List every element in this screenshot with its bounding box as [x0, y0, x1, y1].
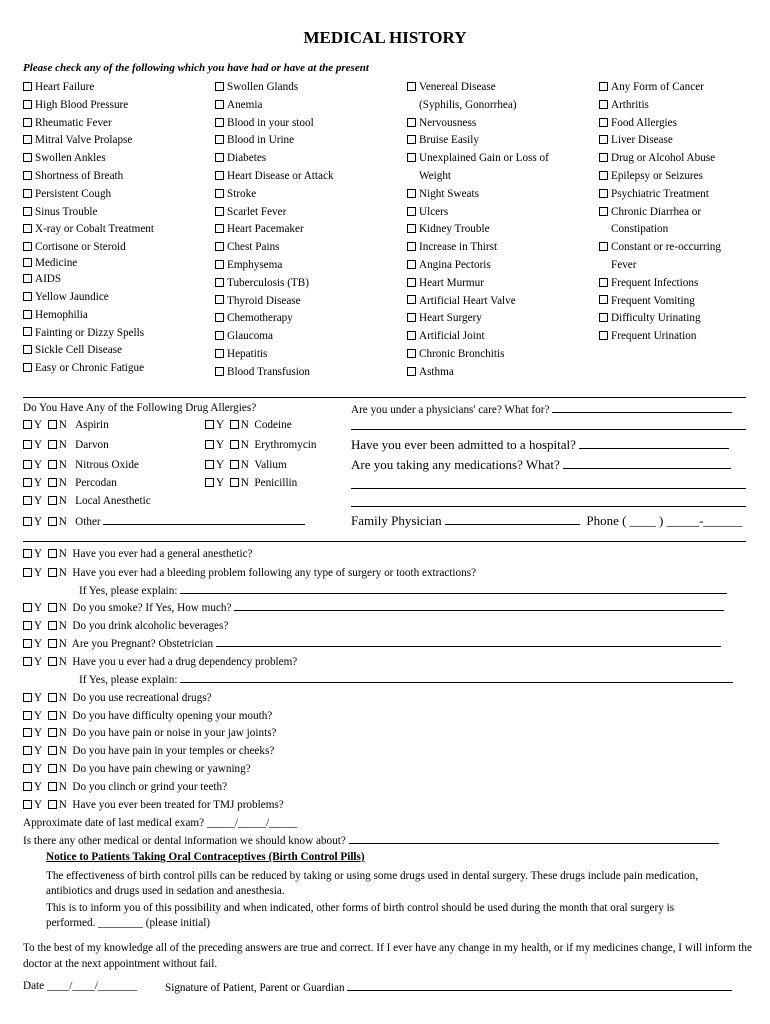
condition-continuation: Weight: [419, 169, 452, 182]
checkbox[interactable]: [407, 82, 416, 91]
yes-checkbox[interactable]: [23, 764, 32, 773]
hospital-question: Have you ever been admitted to a hospital?: [351, 437, 729, 453]
condition-item[interactable]: Swollen Glands: [215, 79, 334, 97]
checkbox[interactable]: [599, 331, 608, 340]
checkbox[interactable]: [23, 258, 32, 267]
smoke-amount-field[interactable]: [234, 600, 724, 611]
allergy-row: Y N Other: [23, 514, 305, 528]
checkbox[interactable]: [407, 242, 416, 251]
condition-item[interactable]: Increase in Thirst: [407, 239, 549, 257]
explain-row: If Yes, please explain:: [79, 582, 727, 600]
explain-field[interactable]: [180, 583, 727, 594]
question-row: Y N Do you use recreational drugs?: [23, 689, 212, 707]
physician-care-field[interactable]: [552, 402, 732, 413]
checkbox[interactable]: [215, 118, 224, 127]
family-physician-field[interactable]: [445, 514, 580, 525]
checkbox[interactable]: [23, 363, 32, 372]
other-info-row: Is there any other medical or dental information we should know about?: [23, 832, 719, 850]
no-checkbox[interactable]: [48, 800, 57, 809]
allergy-row: Y N Percodan: [23, 477, 117, 489]
medications-line[interactable]: [351, 478, 746, 492]
condition-item[interactable]: Arthritis: [599, 97, 721, 115]
condition-item[interactable]: Frequent Infections: [599, 275, 721, 293]
no-checkbox[interactable]: [48, 460, 57, 469]
checkbox[interactable]: [599, 242, 608, 251]
divider: [23, 397, 746, 398]
condition-item[interactable]: Chest Pains: [215, 239, 334, 257]
checkbox[interactable]: [215, 100, 224, 109]
yes-checkbox[interactable]: [23, 693, 32, 702]
condition-item[interactable]: Anemia: [215, 97, 334, 115]
no-checkbox[interactable]: [48, 420, 57, 429]
yes-checkbox[interactable]: [205, 460, 214, 469]
condition-item[interactable]: Food Allergies: [599, 115, 721, 133]
condition-item[interactable]: Diabetes: [215, 150, 334, 168]
checkbox[interactable]: [215, 278, 224, 287]
yes-checkbox[interactable]: [23, 460, 32, 469]
yes-checkbox[interactable]: [23, 782, 32, 791]
condition-item[interactable]: Persistent Cough: [23, 186, 154, 204]
attestation-text: To the best of my knowledge all of the preceding answers are true and correct. If I ever have any change in my health, or if my medicines change, I will inform the doctor at the next appointment without fail.: [23, 942, 752, 970]
no-checkbox[interactable]: [48, 603, 57, 612]
physician-care-question: Are you under a physicians' care? What for?: [351, 402, 732, 416]
no-checkbox[interactable]: [48, 549, 57, 558]
checkbox[interactable]: [215, 82, 224, 91]
condition-item[interactable]: Constant or re-occurring: [599, 239, 721, 257]
checkbox[interactable]: [407, 189, 416, 198]
checkbox[interactable]: [23, 118, 32, 127]
family-physician-row: Family Physician Phone ( ____ ) _____-______: [351, 513, 743, 528]
checkbox[interactable]: [23, 327, 32, 336]
allergy-row: Y N Penicillin: [205, 477, 297, 489]
yes-checkbox[interactable]: [23, 496, 32, 505]
checkbox[interactable]: [215, 331, 224, 340]
checkbox[interactable]: [407, 207, 416, 216]
question-row: Y N Do you clinch or grind your teeth?: [23, 778, 227, 796]
phone-line[interactable]: ______: [703, 513, 743, 528]
allergy-row: Y N Darvon: [23, 439, 109, 451]
no-checkbox[interactable]: [48, 478, 57, 487]
checkbox[interactable]: [599, 118, 608, 127]
phone-prefix[interactable]: _____: [666, 513, 700, 528]
checkbox[interactable]: [215, 313, 224, 322]
yes-checkbox[interactable]: [205, 440, 214, 449]
no-checkbox[interactable]: [48, 440, 57, 449]
checkbox[interactable]: [599, 82, 608, 91]
condition-item[interactable]: Chemotherapy: [215, 310, 334, 328]
condition-item[interactable]: Ulcers: [407, 204, 549, 222]
question-row: Y N Have you ever been treated for TMJ problems?: [23, 796, 284, 814]
no-checkbox[interactable]: [48, 568, 57, 577]
condition-item[interactable]: Emphysema: [215, 257, 334, 275]
instructions: Please check any of the following which you have had or have at the present: [23, 62, 369, 74]
checkbox[interactable]: [599, 207, 608, 216]
checkbox[interactable]: [407, 313, 416, 322]
condition-item[interactable]: Angina Pectoris: [407, 257, 549, 275]
checkbox[interactable]: [599, 313, 608, 322]
notice-paragraph-1: The effectiveness of birth control pills can be reduced by taking or using some drugs used in dental surgery. These drugs include pain medication, antibiotics and drugs used in sedation and anesthesia.: [46, 870, 699, 897]
no-checkbox[interactable]: [230, 440, 239, 449]
no-checkbox[interactable]: [48, 657, 57, 666]
condition-item[interactable]: Hemophilia: [23, 307, 154, 325]
checkbox[interactable]: [215, 295, 224, 304]
no-checkbox[interactable]: [48, 746, 57, 755]
condition-item[interactable]: Venereal Disease: [407, 79, 549, 97]
condition-item[interactable]: Unexplained Gain or Loss of: [407, 150, 549, 168]
phone-area-code[interactable]: ____: [629, 513, 656, 528]
conditions-column-2: [215, 79, 334, 382]
condition-item[interactable]: Liver Disease: [599, 132, 721, 150]
conditions-column-1: [23, 79, 154, 378]
condition-item[interactable]: Blood Transfusion: [215, 364, 334, 382]
no-checkbox[interactable]: [230, 478, 239, 487]
condition-item[interactable]: High Blood Pressure: [23, 97, 154, 115]
question-row: Y N Have you ever had a bleeding problem following any type of surgery or tooth extractions?: [23, 564, 476, 582]
conditions-column-3: [407, 79, 549, 382]
other-allergy-field[interactable]: [103, 514, 305, 525]
question-row: Y N Do you smoke? If Yes, How much?: [23, 599, 724, 617]
question-row: Y N Are you Pregnant? Obstetrician: [23, 635, 721, 653]
condition-continuation: Fever: [611, 258, 637, 271]
checkbox[interactable]: [599, 135, 608, 144]
condition-item[interactable]: X-ray or Cobalt Treatment: [23, 221, 154, 239]
checkbox[interactable]: [407, 260, 416, 269]
condition-item[interactable]: Asthma: [407, 364, 549, 382]
question-row: Y N Have you u ever had a drug dependency problem?: [23, 653, 297, 671]
checkbox[interactable]: [23, 100, 32, 109]
checkbox[interactable]: [407, 224, 416, 233]
conditions-column-4: [599, 79, 721, 346]
yes-checkbox[interactable]: [23, 549, 32, 558]
condition-item[interactable]: Kidney Trouble: [407, 221, 549, 239]
yes-checkbox[interactable]: [23, 621, 32, 630]
checkbox[interactable]: [23, 135, 32, 144]
condition-item[interactable]: Sickle Cell Disease: [23, 342, 154, 360]
no-checkbox[interactable]: [230, 460, 239, 469]
signature-row: Signature of Patient, Parent or Guardian: [165, 980, 732, 994]
condition-item[interactable]: Yellow Jaundice: [23, 289, 154, 307]
condition-item[interactable]: Chronic Diarrhea or: [599, 204, 721, 222]
checkbox[interactable]: [407, 118, 416, 127]
checkbox[interactable]: [215, 189, 224, 198]
checkbox[interactable]: [23, 189, 32, 198]
medications-field[interactable]: [563, 458, 731, 469]
yes-checkbox[interactable]: [23, 711, 32, 720]
no-checkbox[interactable]: [48, 728, 57, 737]
no-checkbox[interactable]: [48, 517, 57, 526]
condition-item[interactable]: Swollen Ankles: [23, 150, 154, 168]
physician-care-line[interactable]: [351, 419, 746, 433]
condition-item[interactable]: Easy or Chronic Fatigue: [23, 360, 154, 378]
checkbox[interactable]: [23, 292, 32, 301]
condition-item[interactable]: Stroke: [215, 186, 334, 204]
checkbox[interactable]: [599, 278, 608, 287]
condition-item[interactable]: Medicine: [23, 255, 154, 271]
yes-checkbox[interactable]: [23, 440, 32, 449]
condition-item[interactable]: Thyroid Disease: [215, 293, 334, 311]
medications-question: Are you taking any medications? What?: [351, 457, 731, 473]
condition-item[interactable]: Scarlet Fever: [215, 204, 334, 222]
no-checkbox[interactable]: [48, 782, 57, 791]
checkbox[interactable]: [407, 295, 416, 304]
yes-checkbox[interactable]: [23, 517, 32, 526]
checkbox[interactable]: [215, 224, 224, 233]
hospital-field[interactable]: [579, 438, 729, 449]
checkbox[interactable]: [407, 153, 416, 162]
signature-field[interactable]: [347, 980, 732, 991]
checkbox[interactable]: [407, 331, 416, 340]
condition-item[interactable]: Drug or Alcohol Abuse: [599, 150, 721, 168]
other-info-field[interactable]: [349, 833, 719, 844]
yes-checkbox[interactable]: [23, 800, 32, 809]
explain-field[interactable]: [180, 672, 733, 683]
condition-item[interactable]: Sinus Trouble: [23, 204, 154, 222]
condition-item[interactable]: Fainting or Dizzy Spells: [23, 325, 154, 343]
no-checkbox[interactable]: [48, 621, 57, 630]
checkbox[interactable]: [23, 345, 32, 354]
condition-item[interactable]: Cortisone or Steroid: [23, 239, 154, 255]
explain-row: If Yes, please explain:: [79, 671, 733, 689]
condition-item[interactable]: Heart Murmur: [407, 275, 549, 293]
allergy-row: Y N Codeine: [205, 419, 292, 431]
yes-checkbox[interactable]: [205, 478, 214, 487]
condition-item[interactable]: Tuberculosis (TB): [215, 275, 334, 293]
condition-continuation: (Syphilis, Gonorrhea): [419, 98, 517, 111]
no-checkbox[interactable]: [48, 693, 57, 702]
condition-item[interactable]: Night Sweats: [407, 186, 549, 204]
notice-heading: Notice to Patients Taking Oral Contraceptives (Birth Control Pills): [46, 851, 365, 863]
checkbox[interactable]: [215, 367, 224, 376]
checkbox[interactable]: [215, 171, 224, 180]
yes-checkbox[interactable]: [23, 568, 32, 577]
allergy-row: Y N Aspirin: [23, 419, 109, 431]
no-checkbox[interactable]: [48, 764, 57, 773]
condition-item[interactable]: Frequent Vomiting: [599, 293, 721, 311]
condition-item[interactable]: Heart Pacemaker: [215, 221, 334, 239]
checkbox[interactable]: [23, 224, 32, 233]
condition-item[interactable]: Glaucoma: [215, 328, 334, 346]
checkbox[interactable]: [23, 310, 32, 319]
yes-checkbox[interactable]: [205, 420, 214, 429]
checkbox[interactable]: [23, 242, 32, 251]
checkbox[interactable]: [407, 349, 416, 358]
question-row: Y N Have you ever had a general anesthetic?: [23, 545, 253, 563]
page-title: MEDICAL HISTORY: [303, 28, 467, 47]
condition-item[interactable]: Heart Disease or Attack: [215, 168, 334, 186]
checkbox[interactable]: [599, 100, 608, 109]
checkbox[interactable]: [215, 260, 224, 269]
condition-item[interactable]: Nervousness: [407, 115, 549, 133]
condition-item[interactable]: Heart Failure: [23, 79, 154, 97]
yes-checkbox[interactable]: [23, 746, 32, 755]
allergy-row: Y N Valium: [205, 459, 287, 471]
checkbox[interactable]: [407, 367, 416, 376]
question-row: Y N Do you have pain in your temples or cheeks?: [23, 742, 274, 760]
condition-item[interactable]: Frequent Urination: [599, 328, 721, 346]
condition-item[interactable]: AIDS: [23, 271, 154, 289]
question-row: Y N Do you have pain or noise in your jaw joints?: [23, 724, 277, 742]
checkbox[interactable]: [215, 135, 224, 144]
checkbox[interactable]: [23, 171, 32, 180]
condition-item[interactable]: Blood in your stool: [215, 115, 334, 133]
allergy-row: Y N Erythromycin: [205, 439, 317, 451]
condition-item[interactable]: Shortness of Breath: [23, 168, 154, 186]
checkbox[interactable]: [599, 171, 608, 180]
condition-item[interactable]: Mitral Valve Prolapse: [23, 132, 154, 150]
exam-date-row[interactable]: Approximate date of last medical exam? _____/_____/_____: [23, 817, 298, 829]
yes-checkbox[interactable]: [23, 728, 32, 737]
condition-item[interactable]: Any Form of Cancer: [599, 79, 721, 97]
condition-continuation: Constipation: [611, 223, 669, 236]
allergies-heading: Do You Have Any of the Following Drug Allergies?: [23, 402, 257, 414]
medications-line[interactable]: [351, 496, 746, 510]
checkbox[interactable]: [407, 135, 416, 144]
condition-item[interactable]: Bruise Easily: [407, 132, 549, 150]
yes-checkbox[interactable]: [23, 639, 32, 648]
checkbox[interactable]: [23, 153, 32, 162]
question-row: Y N Do you have difficulty opening your mouth?: [23, 707, 272, 725]
condition-item[interactable]: Psychiatric Treatment: [599, 186, 721, 204]
checkbox[interactable]: [407, 278, 416, 287]
checkbox[interactable]: [23, 207, 32, 216]
checkbox[interactable]: [215, 242, 224, 251]
question-row: Y N Do you have pain chewing or yawning?: [23, 760, 251, 778]
yes-checkbox[interactable]: [23, 478, 32, 487]
condition-item[interactable]: Blood in Urine: [215, 132, 334, 150]
checkbox[interactable]: [599, 295, 608, 304]
allergy-row: Y N Local Anesthetic: [23, 495, 151, 507]
divider: [23, 541, 746, 542]
obstetrician-field[interactable]: [216, 636, 721, 647]
no-checkbox[interactable]: [48, 496, 57, 505]
no-checkbox[interactable]: [48, 711, 57, 720]
yes-checkbox[interactable]: [23, 603, 32, 612]
checkbox[interactable]: [23, 82, 32, 91]
date-field[interactable]: Date ____/____/_______: [23, 980, 138, 992]
condition-item[interactable]: Artificial Joint: [407, 328, 549, 346]
condition-item[interactable]: Chronic Bronchitis: [407, 346, 549, 364]
condition-item[interactable]: Artificial Heart Valve: [407, 293, 549, 311]
notice-paragraph-2: This is to inform you of this possibility and when indicated, other forms of birth control should be used during the month that oral surgery is performed. ________ (please initial): [46, 902, 675, 929]
no-checkbox[interactable]: [48, 639, 57, 648]
checkbox[interactable]: [215, 207, 224, 216]
yes-checkbox[interactable]: [23, 657, 32, 666]
condition-item[interactable]: Hepatitis: [215, 346, 334, 364]
checkbox[interactable]: [23, 274, 32, 283]
condition-item[interactable]: Heart Surgery: [407, 310, 549, 328]
yes-checkbox[interactable]: [23, 420, 32, 429]
checkbox[interactable]: [215, 153, 224, 162]
condition-item[interactable]: Epilepsy or Seizures: [599, 168, 721, 186]
checkbox[interactable]: [599, 189, 608, 198]
condition-item[interactable]: Difficulty Urinating: [599, 310, 721, 328]
no-checkbox[interactable]: [230, 420, 239, 429]
allergy-row: Y N Nitrous Oxide: [23, 459, 139, 471]
checkbox[interactable]: [215, 349, 224, 358]
condition-item[interactable]: Rheumatic Fever: [23, 115, 154, 133]
checkbox[interactable]: [599, 153, 608, 162]
question-row: Y N Do you drink alcoholic beverages?: [23, 617, 228, 635]
